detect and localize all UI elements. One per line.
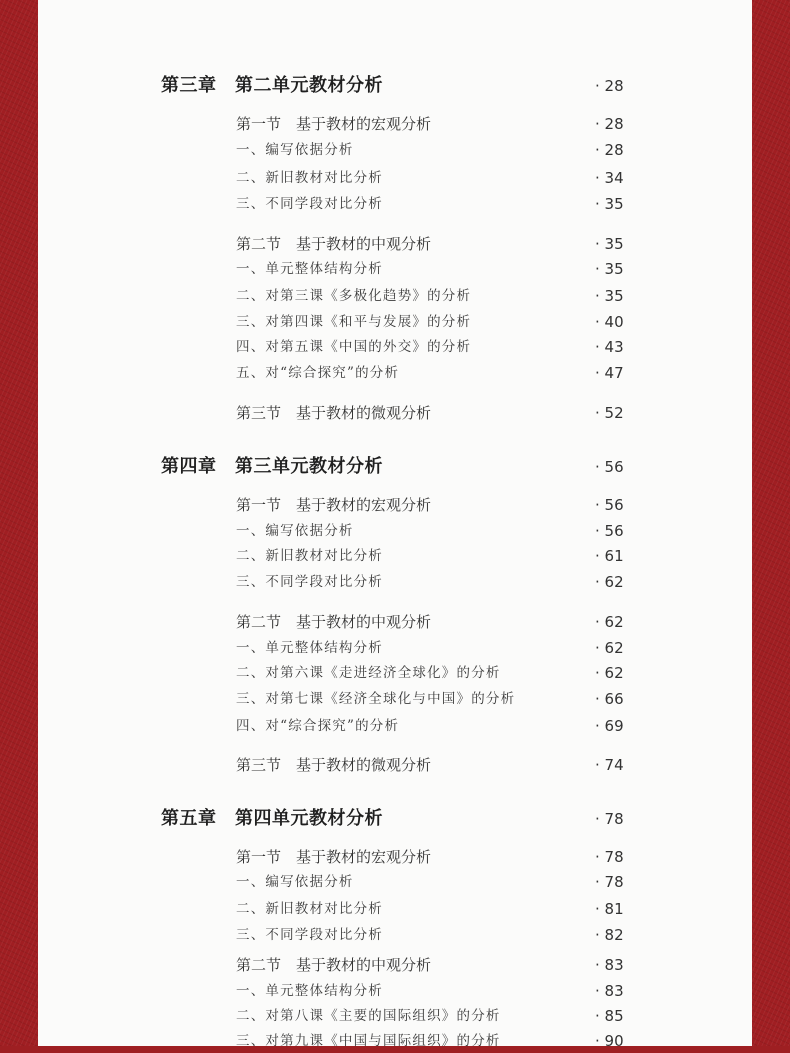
toc-item-row xyxy=(38,570,752,594)
toc-page-number: · 47 xyxy=(595,364,624,382)
toc-page-number: · 61 xyxy=(595,547,624,565)
toc-item-title: 二、对第三课《多极化趋势》的分析 xyxy=(236,288,472,304)
toc-page-number: · 81 xyxy=(595,900,624,918)
toc-page-number: · 78 xyxy=(595,848,624,866)
toc-section-title: 第二节 基于教材的中观分析 xyxy=(236,235,432,253)
toc-section-row xyxy=(38,493,752,517)
toc-chapter-row xyxy=(38,455,752,479)
toc-section-row xyxy=(38,610,752,634)
toc-item-row xyxy=(38,544,752,568)
toc-section-title: 第二节 基于教材的中观分析 xyxy=(236,956,432,974)
toc-item-title: 一、单元整体结构分析 xyxy=(236,640,383,656)
toc-page-number: · 90 xyxy=(595,1032,624,1050)
toc-item-row xyxy=(38,979,752,1003)
toc-page-number: · 34 xyxy=(595,169,624,187)
toc-item-title: 一、单元整体结构分析 xyxy=(236,261,383,277)
toc-item-title: 三、对第七课《经济全球化与中国》的分析 xyxy=(236,691,516,707)
toc-item-title: 二、新旧教材对比分析 xyxy=(236,548,383,564)
toc-page-number: · 35 xyxy=(595,260,624,278)
toc-page-number: · 56 xyxy=(595,458,624,476)
toc-item-row xyxy=(38,1004,752,1028)
toc-item-title: 二、对第六课《走进经济全球化》的分析 xyxy=(236,665,501,681)
toc-item-title: 三、不同学段对比分析 xyxy=(236,927,383,943)
toc-item-title: 五、对“综合探究”的分析 xyxy=(236,365,400,381)
toc-page-number: · 62 xyxy=(595,613,624,631)
toc-chapter-row xyxy=(38,74,752,98)
toc-item-title: 三、不同学段对比分析 xyxy=(236,196,383,212)
toc-page-number: · 85 xyxy=(595,1007,624,1025)
toc-page-number: · 35 xyxy=(595,195,624,213)
toc-page-number: · 40 xyxy=(595,313,624,331)
toc-item-title: 二、对第八课《主要的国际组织》的分析 xyxy=(236,1008,501,1024)
toc-section-title: 第一节 基于教材的宏观分析 xyxy=(236,848,432,866)
toc-page-number: · 62 xyxy=(595,573,624,591)
toc-section-title: 第三节 基于教材的微观分析 xyxy=(236,404,432,422)
toc-page-number: · 56 xyxy=(595,522,624,540)
toc-page-number: · 78 xyxy=(595,810,624,828)
toc-section-row xyxy=(38,953,752,977)
toc-item-row xyxy=(38,310,752,334)
toc-page-number: · 28 xyxy=(595,77,624,95)
toc-page-number: · 66 xyxy=(595,690,624,708)
toc-page-number: · 28 xyxy=(595,115,624,133)
toc-item-title: 三、对第九课《中国与国际组织》的分析 xyxy=(236,1033,501,1049)
toc-section-row xyxy=(38,753,752,777)
toc-section-row xyxy=(38,232,752,256)
toc-page-number: · 35 xyxy=(595,287,624,305)
toc-item-row xyxy=(38,870,752,894)
toc-item-title: 二、新旧教材对比分析 xyxy=(236,170,383,186)
toc-item-row xyxy=(38,923,752,947)
toc-item-row xyxy=(38,519,752,543)
toc-section-row xyxy=(38,0,752,4)
toc-page-number: · 62 xyxy=(595,639,624,657)
toc-item-row xyxy=(38,636,752,660)
toc-section-row xyxy=(38,112,752,136)
toc-page-number: · 78 xyxy=(595,873,624,891)
toc-item-row xyxy=(38,284,752,308)
toc-item-row xyxy=(38,192,752,216)
toc-item-row xyxy=(38,257,752,281)
toc-item-row xyxy=(38,897,752,921)
toc-item-title: 二、新旧教材对比分析 xyxy=(236,901,383,917)
toc-page xyxy=(38,0,752,1050)
toc-item-row xyxy=(38,661,752,685)
toc-chapter-row xyxy=(38,807,752,831)
toc-item-title: 一、编写依据分析 xyxy=(236,874,354,890)
toc-page-number: · 62 xyxy=(595,664,624,682)
toc-item-title: 三、不同学段对比分析 xyxy=(236,574,383,590)
toc-page-number: · 28 xyxy=(595,141,624,159)
toc-item-row xyxy=(38,687,752,711)
toc-item-row xyxy=(38,166,752,190)
toc-section-title: 第一节 基于教材的宏观分析 xyxy=(236,496,432,514)
toc-page-number xyxy=(595,0,624,4)
toc-item-title: 一、编写依据分析 xyxy=(236,523,354,539)
toc-item-title: 一、单元整体结构分析 xyxy=(236,983,383,999)
toc-page-number: · 52 xyxy=(595,404,624,422)
toc-item-title: 一、编写依据分析 xyxy=(236,142,354,158)
toc-item-row xyxy=(38,361,752,385)
toc-page-number: · 82 xyxy=(595,926,624,944)
toc-item-title: 三、对第四课《和平与发展》的分析 xyxy=(236,314,472,330)
toc-section-title xyxy=(236,0,431,4)
toc-item-row xyxy=(38,1029,752,1053)
toc-section-title: 第三节 基于教材的微观分析 xyxy=(236,756,432,774)
toc-page-number: · 43 xyxy=(595,338,624,356)
toc-item-title: 四、对“综合探究”的分析 xyxy=(236,718,400,734)
toc-page-number: · 83 xyxy=(595,956,624,974)
toc-page-number: · 35 xyxy=(595,235,624,253)
toc-section-title: 第一节 基于教材的宏观分析 xyxy=(236,115,432,133)
toc-section-row xyxy=(38,401,752,425)
toc-item-row xyxy=(38,138,752,162)
toc-page-number: · 74 xyxy=(595,756,624,774)
toc-page-number: · 69 xyxy=(595,717,624,735)
toc-chapter-title: 第五章 第四单元教材分析 xyxy=(161,808,383,829)
toc-chapter-title: 第四章 第三单元教材分析 xyxy=(161,456,383,477)
toc-item-row xyxy=(38,335,752,359)
toc-chapter-title: 第三章 第二单元教材分析 xyxy=(161,75,383,96)
toc-item-title: 四、对第五课《中国的外交》的分析 xyxy=(236,339,472,355)
toc-section-row xyxy=(38,845,752,869)
toc-page-number: · 83 xyxy=(595,982,624,1000)
toc-section-title: 第二节 基于教材的中观分析 xyxy=(236,613,432,631)
toc-item-row xyxy=(38,714,752,738)
toc-page-number: · 56 xyxy=(595,496,624,514)
